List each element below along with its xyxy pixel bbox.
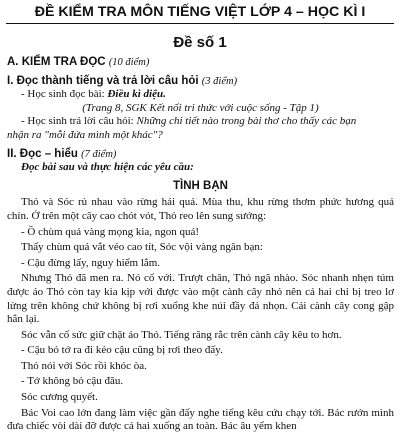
question-line-1: Những chi tiết nào trong bài thơ cho thấy các bạn — [136, 115, 357, 128]
story-paragraph: Sóc vẫn cố sức giữ chặt áo Thỏ. Tiếng răng rắc trên cành cây kêu to hơn. — [21, 328, 342, 341]
answer-prefix: - Học sinh trả lời câu hỏi: — [21, 115, 137, 128]
section-1-heading — [7, 75, 394, 89]
story-paragraph: Sóc cương quyết. — [21, 391, 98, 404]
answer-instruction — [7, 115, 394, 129]
reading-instruction: Đọc bài sau và thực hiện các yêu cầu: — [21, 161, 194, 174]
story-paragraph: Thấy chùm quả vắt vẻo cao tít, Sóc vội vàng ngăn bạn: — [21, 241, 263, 254]
story-paragraph: - Tớ không bỏ cậu đâu. — [21, 375, 124, 388]
story-title: TÌNH BẠN — [173, 179, 228, 192]
section-2-title: II. Đọc – hiểu — [7, 147, 78, 160]
section-2-heading — [7, 148, 394, 162]
part-a-points: (10 điểm) — [108, 57, 150, 68]
part-a-title: A. KIỂM TRA ĐỌC — [7, 56, 106, 68]
document-title: ĐỀ KIỂM TRA MÔN TIẾNG VIỆT LỚP 4 – HỌC KÌ I — [6, 0, 394, 24]
story-paragraph: - Ồ chùm quả vàng mọng kia, ngon quá! — [21, 225, 200, 238]
story-paragraph: Thỏ nói với Sóc rồi khóc òa. — [21, 359, 147, 372]
section-1-title: I. Đọc thành tiếng và trả lời câu hỏi — [7, 74, 199, 87]
read-prefix: - Học sinh đọc bài: — [21, 88, 108, 101]
story-paragraph: Bác Voi cao lớn đang làm việc gần đấy nghe tiếng kêu cứu chạy tới. Bác rướn mình đưa chiếc vòi dài đỡ được cả hai xuống an toàn. Bác âu yếm khen — [7, 406, 394, 433]
part-a-heading — [7, 56, 394, 70]
story-paragraph: Nhưng Thỏ đã men ra. Nó cố với. Trượt chân, Thỏ ngã nhào. Sóc nhanh nhẹn túm được áo Thỏ còn tay kia kịp với được vào một cành cây nhỏ nên cả hai chỉ bị treo lơ lửng trên không chứ không bị rơi xuống khe núi đầy đá nhọn. Cái cành cây cong gập hẳn lại. — [7, 272, 394, 326]
exam-number: Đề số 1 — [173, 34, 227, 51]
question-line-2: nhận ra "mỗi đứa mình một khác"? — [7, 128, 163, 141]
read-title: Điều kì diệu. — [107, 88, 166, 101]
section-2-points: (7 điểm) — [81, 148, 117, 160]
story-paragraph: - Cậu bỏ tớ ra đi kẻo cậu cũng bị rơi theo đấy. — [21, 344, 223, 357]
section-1-points: (3 điểm) — [201, 75, 238, 87]
read-instruction — [7, 88, 394, 102]
story-paragraph: Thỏ và Sóc rủ nhau vào rừng hái quả. Mùa thu, khu rừng thơm phức hương quả chín. Ở trên một cây cao chót vót, Thỏ reo lên sung sướng: — [7, 196, 394, 222]
document-body — [0, 56, 400, 434]
read-source: (Trang 8, SGK Kết nối tri thức với cuộc sống - Tập 1) — [82, 101, 319, 114]
story-paragraph: - Cậu đừng lấy, nguy hiểm lắm. — [21, 256, 161, 269]
